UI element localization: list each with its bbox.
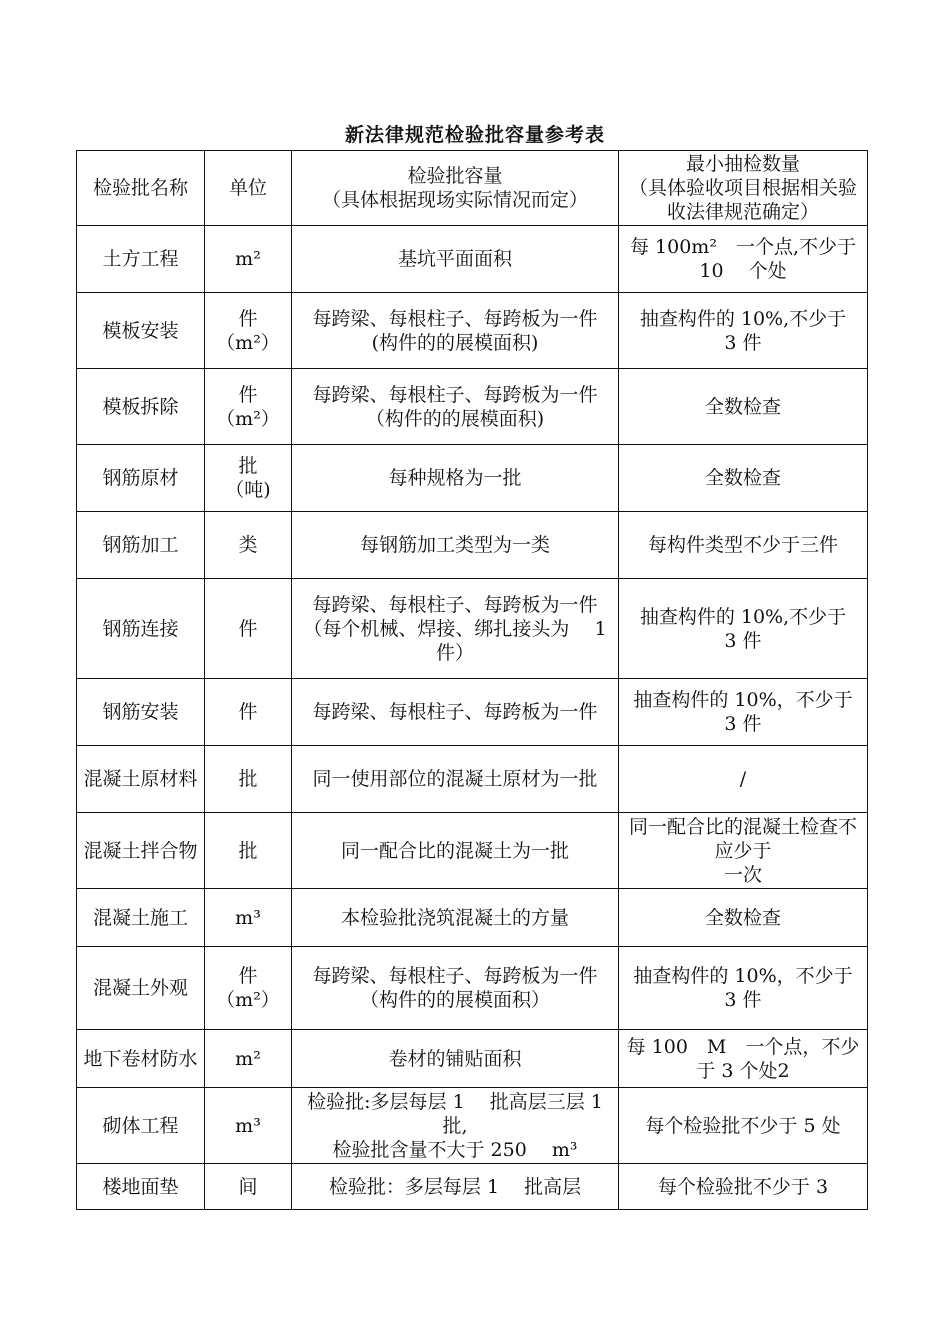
cell-name: 地下卷材防水 — [77, 1030, 205, 1088]
header-min-sample-note: （具体验收项目根据相关验收法律规范确定） — [628, 177, 857, 223]
cell-capacity: 同一配合比的混凝土为一批 — [292, 813, 619, 889]
cell-name: 楼地面垫 — [77, 1164, 205, 1210]
header-name: 检验批名称 — [77, 151, 205, 226]
cell-capacity: 检验批:多层每层 1 批高层三层 1 批, 检验批含量不大于 250 m³ — [292, 1088, 619, 1164]
cell-capacity: 每跨梁、每根柱子、每跨板为一件 （构件的的展模面积） — [292, 947, 619, 1030]
cell-unit: m² — [205, 1030, 292, 1088]
cell-unit: 件 （m²） — [205, 369, 292, 445]
cell-min-sample: 抽查构件的 10%，不少于 3 件 — [619, 947, 868, 1030]
cell-capacity: 每跨梁、每根柱子、每跨板为一件 — [292, 679, 619, 746]
cell-name: 混凝土施工 — [77, 889, 205, 947]
cell-name: 模板拆除 — [77, 369, 205, 445]
cell-name: 钢筋原材 — [77, 445, 205, 512]
cell-min-sample: 全数检查 — [619, 369, 868, 445]
cell-min-sample: 每个检验批不少于 5 处 — [619, 1088, 868, 1164]
cell-capacity: 本检验批浇筑混凝土的方量 — [292, 889, 619, 947]
table-row — [77, 889, 868, 947]
cell-min-sample: 同一配合比的混凝土检查不应少于 一次 — [619, 813, 868, 889]
cell-unit: 批 （吨) — [205, 445, 292, 512]
cell-name: 混凝土外观 — [77, 947, 205, 1030]
cell-name: 混凝土拌合物 — [77, 813, 205, 889]
table-row — [77, 947, 868, 1030]
cell-unit: m² — [205, 226, 292, 293]
cell-capacity: 检验批：多层每层 1 批高层 — [292, 1164, 619, 1210]
table-row — [77, 1030, 868, 1088]
cell-capacity: 每钢筋加工类型为一类 — [292, 512, 619, 579]
table-header-row — [77, 151, 868, 226]
cell-unit: 件 — [205, 679, 292, 746]
cell-unit: m³ — [205, 1088, 292, 1164]
cell-capacity: 卷材的铺贴面积 — [292, 1030, 619, 1088]
cell-min-sample: 抽查构件的 10%,不少于 3 件 — [619, 579, 868, 679]
table-row — [77, 369, 868, 445]
cell-unit: 件 （m²） — [205, 293, 292, 369]
cell-capacity: 基坑平面面积 — [292, 226, 619, 293]
header-unit: 单位 — [205, 151, 292, 226]
cell-capacity: 每跨梁、每根柱子、每跨板为一件 (构件的的展模面积) — [292, 293, 619, 369]
cell-name: 钢筋加工 — [77, 512, 205, 579]
cell-unit: 类 — [205, 512, 292, 579]
table-row — [77, 512, 868, 579]
cell-capacity: 同一使用部位的混凝土原材为一批 — [292, 746, 619, 813]
cell-min-sample: 全数检查 — [619, 445, 868, 512]
table-row — [77, 746, 868, 813]
cell-min-sample: 全数检查 — [619, 889, 868, 947]
cell-min-sample: 每 100 M 一个点，不少于 3 个处2 — [619, 1030, 868, 1088]
document-title: 新法律规范检验批容量参考表 — [344, 124, 605, 146]
cell-min-sample: 抽查构件的 10%，不少于 3 件 — [619, 679, 868, 746]
cell-unit: 件 — [205, 579, 292, 679]
table-row — [77, 813, 868, 889]
table-row — [77, 293, 868, 369]
cell-name: 模板安装 — [77, 293, 205, 369]
cell-name: 砌体工程 — [77, 1088, 205, 1164]
cell-min-sample: / — [619, 746, 868, 813]
cell-unit: 批 — [205, 813, 292, 889]
cell-capacity: 每跨梁、每根柱子、每跨板为一件 （构件的的展模面积) — [292, 369, 619, 445]
cell-name: 钢筋连接 — [77, 579, 205, 679]
table-row — [77, 445, 868, 512]
cell-capacity: 每种规格为一批 — [292, 445, 619, 512]
table-row — [77, 226, 868, 293]
cell-min-sample: 每 100m² 一个点,不少于 10 个处 — [619, 226, 868, 293]
header-min-sample-title: 最小抽检数量 — [685, 153, 800, 175]
cell-name: 混凝土原材料 — [77, 746, 205, 813]
table-row — [77, 1088, 868, 1164]
cell-name: 土方工程 — [77, 226, 205, 293]
cell-unit: 件 （m²） — [205, 947, 292, 1030]
cell-unit: m³ — [205, 889, 292, 947]
cell-unit: 间 — [205, 1164, 292, 1210]
table-row — [77, 679, 868, 746]
cell-name: 钢筋安装 — [77, 679, 205, 746]
table-row — [77, 1164, 868, 1210]
inspection-capacity-table — [76, 150, 891, 1210]
cell-unit: 批 — [205, 746, 292, 813]
header-capacity-title: 检验批容量 — [407, 165, 503, 187]
cell-min-sample: 每构件类型不少于三件 — [619, 512, 868, 579]
header-capacity-note: （具体根据现场实际情况而定） — [321, 189, 588, 211]
cell-min-sample: 抽查构件的 10%,不少于 3 件 — [619, 293, 868, 369]
header-capacity — [292, 151, 619, 226]
cell-min-sample: 每个检验批不少于 3 — [619, 1164, 868, 1210]
header-min-sample — [619, 151, 868, 226]
table-row — [77, 579, 868, 679]
cell-capacity: 每跨梁、每根柱子、每跨板为一件 （每个机械、焊接、绑扎接头为 1 件） — [292, 579, 619, 679]
